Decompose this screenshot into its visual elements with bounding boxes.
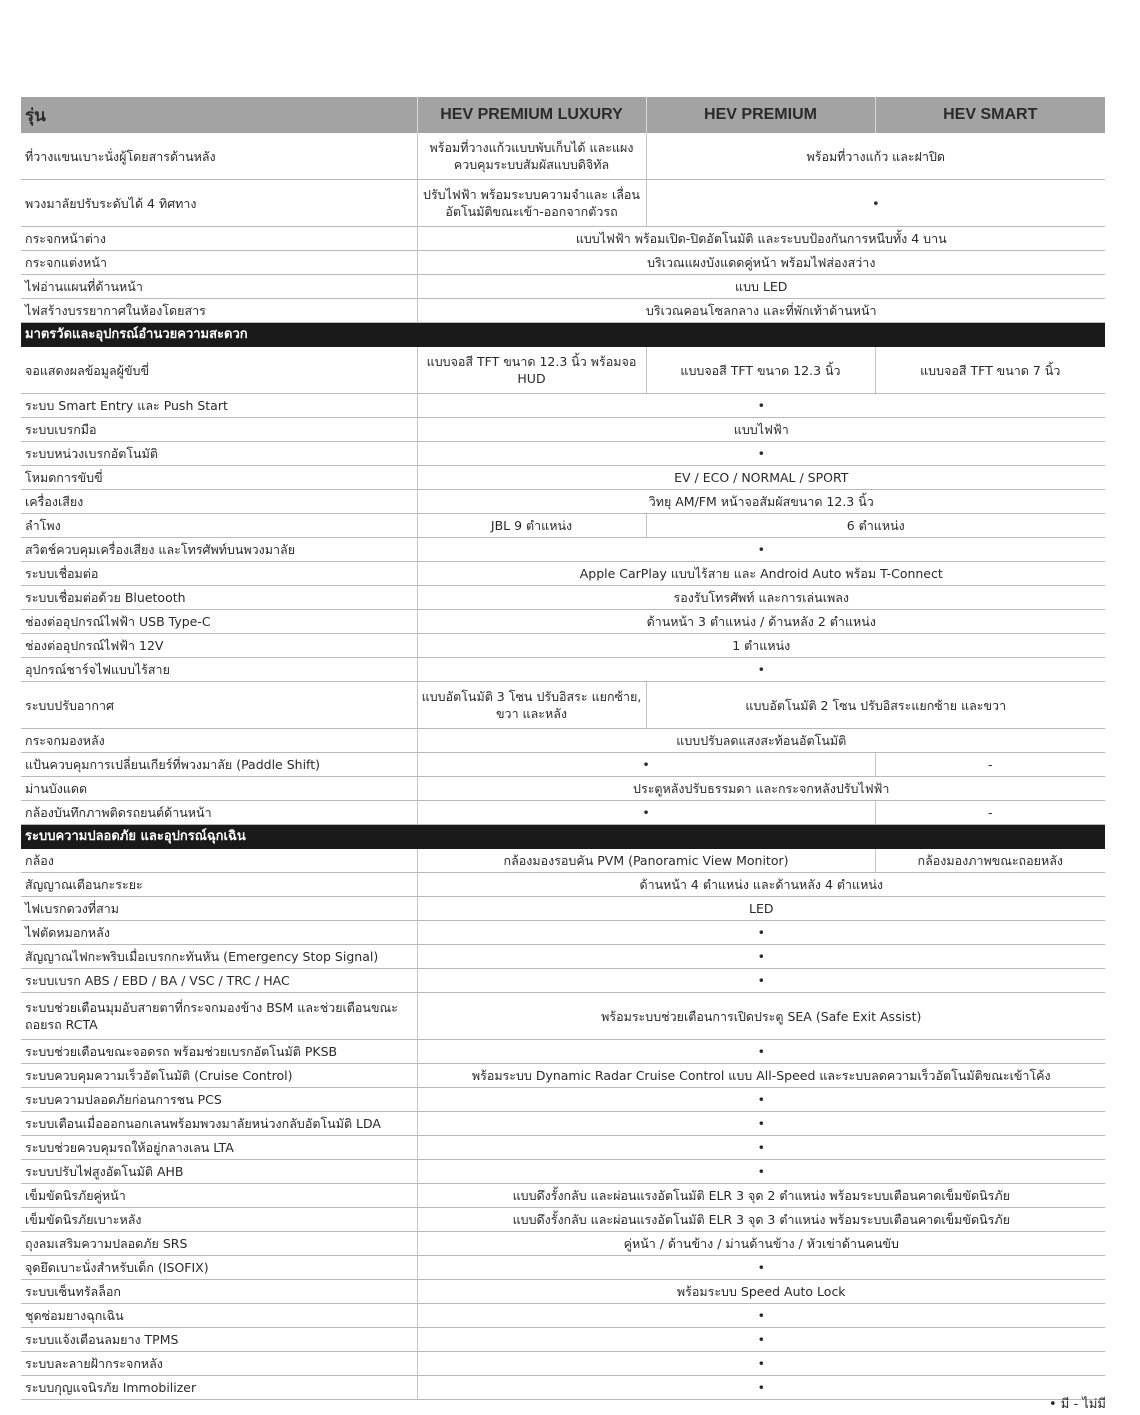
section-title: ระบบความปลอดภัย และอุปกรณ์ฉุกเฉิน <box>21 825 1105 849</box>
feature-label: ลำโพง <box>21 514 417 538</box>
table-row <box>21 897 1105 921</box>
feature-value: • <box>417 1304 1105 1328</box>
table-row <box>21 777 1105 801</box>
feature-value: พร้อมระบบช่วยเตือนการเปิดประตู SEA (Safe Exit Assist) <box>417 993 1105 1040</box>
table-row <box>21 466 1105 490</box>
feature-label: ระบบกุญแจนิรภัย Immobilizer <box>21 1376 417 1400</box>
feature-value: พร้อมที่วางแก้ว และฝาปิด <box>646 133 1105 180</box>
feature-label: เข็มขัดนิรภัยคู่หน้า <box>21 1184 417 1208</box>
feature-label: สัญญาณเตือนกะระยะ <box>21 873 417 897</box>
feature-label: ระบบเบรก ABS / EBD / BA / VSC / TRC / HAC <box>21 969 417 993</box>
feature-value: 1 ตำแหน่ง <box>417 634 1105 658</box>
section-header-row <box>21 323 1105 347</box>
feature-label: ช่องต่ออุปกรณ์ไฟฟ้า 12V <box>21 634 417 658</box>
feature-value: LED <box>417 897 1105 921</box>
table-row <box>21 921 1105 945</box>
feature-value: แบบจอสี TFT ขนาด 12.3 นิ้ว <box>646 347 875 394</box>
feature-label: ระบบความปลอดภัยก่อนการชน PCS <box>21 1088 417 1112</box>
feature-value: วิทยุ AM/FM หน้าจอสัมผัสขนาด 12.3 นิ้ว <box>417 490 1105 514</box>
feature-value: 6 ตำแหน่ง <box>646 514 1105 538</box>
feature-value: - <box>875 753 1105 777</box>
table-row <box>21 180 1105 227</box>
feature-label: ชุดซ่อมยางฉุกเฉิน <box>21 1304 417 1328</box>
feature-label: ม่านบังแดด <box>21 777 417 801</box>
feature-value: - <box>875 801 1105 825</box>
feature-value: EV / ECO / NORMAL / SPORT <box>417 466 1105 490</box>
table-row <box>21 347 1105 394</box>
feature-label: ระบบเชื่อมต่อ <box>21 562 417 586</box>
feature-label: ระบบหน่วงเบรกอัตโนมัติ <box>21 442 417 466</box>
feature-label: ที่วางแขนเบาะนั่งผู้โดยสารด้านหลัง <box>21 133 417 180</box>
table-row <box>21 275 1105 299</box>
table-row <box>21 1376 1105 1400</box>
table-row <box>21 1304 1105 1328</box>
table-row <box>21 227 1105 251</box>
feature-value: แบบอัตโนมัติ 2 โซน ปรับอิสระแยกซ้าย และขวา <box>646 682 1105 729</box>
feature-label: ระบบแจ้งเตือนลมยาง TPMS <box>21 1328 417 1352</box>
feature-value: รองรับโทรศัพท์ และการเล่นเพลง <box>417 586 1105 610</box>
section-header-row <box>21 825 1105 849</box>
spec-body <box>21 133 1105 1400</box>
feature-value: • <box>417 1376 1105 1400</box>
table-row <box>21 442 1105 466</box>
table-row <box>21 1280 1105 1304</box>
feature-value: • <box>417 658 1105 682</box>
table-row <box>21 586 1105 610</box>
feature-value: • <box>417 1088 1105 1112</box>
table-row <box>21 1088 1105 1112</box>
feature-value: • <box>417 801 875 825</box>
feature-label: กล้องบันทึกภาพติดรถยนต์ด้านหน้า <box>21 801 417 825</box>
table-row <box>21 1184 1105 1208</box>
feature-label: เข็มขัดนิรภัยเบาะหลัง <box>21 1208 417 1232</box>
table-row <box>21 849 1105 873</box>
feature-label: ไฟเบรกดวงที่สาม <box>21 897 417 921</box>
feature-label: กระจกหน้าต่าง <box>21 227 417 251</box>
feature-value: • <box>417 538 1105 562</box>
feature-value: • <box>417 921 1105 945</box>
feature-value: • <box>417 442 1105 466</box>
table-row <box>21 251 1105 275</box>
table-row <box>21 729 1105 753</box>
table-row <box>21 634 1105 658</box>
section-title: มาตรวัดและอุปกรณ์อำนวยความสะดวก <box>21 323 1105 347</box>
feature-value: แบบอัตโนมัติ 3 โซน ปรับอิสระ แยกซ้าย, ขวา และหลัง <box>417 682 646 729</box>
feature-value: แบบจอสี TFT ขนาด 12.3 นิ้ว พร้อมจอ HUD <box>417 347 646 394</box>
table-row <box>21 1112 1105 1136</box>
feature-label: ระบบ Smart Entry และ Push Start <box>21 394 417 418</box>
header-model-premium: HEV PREMIUM <box>646 97 875 133</box>
feature-label: แป้นควบคุมการเปลี่ยนเกียร์ที่พวงมาลัย (Paddle Shift) <box>21 753 417 777</box>
feature-value: แบบจอสี TFT ขนาด 7 นิ้ว <box>875 347 1105 394</box>
feature-label: กล้อง <box>21 849 417 873</box>
feature-label: สัญญาณไฟกะพริบเมื่อเบรกกะทันหัน (Emergency Stop Signal) <box>21 945 417 969</box>
feature-value: พร้อมระบบ Dynamic Radar Cruise Control แบบ All-Speed และระบบลดความเร็วอัตโนมัติขณะเข้าโค้ง <box>417 1064 1105 1088</box>
table-row <box>21 490 1105 514</box>
spec-table <box>21 97 1105 1400</box>
feature-label: อุปกรณ์ชาร์จไฟแบบไร้สาย <box>21 658 417 682</box>
feature-value: ด้านหน้า 4 ตำแหน่ง และด้านหลัง 4 ตำแหน่ง <box>417 873 1105 897</box>
feature-label: กระจกแต่งหน้า <box>21 251 417 275</box>
feature-label: สวิตช์ควบคุมเครื่องเสียง และโทรศัพท์บนพวงมาลัย <box>21 538 417 562</box>
feature-value: คู่หน้า / ด้านข้าง / ม่านด้านข้าง / หัวเข่าด้านคนขับ <box>417 1232 1105 1256</box>
feature-label: ช่องต่ออุปกรณ์ไฟฟ้า USB Type-C <box>21 610 417 634</box>
feature-label: เครื่องเสียง <box>21 490 417 514</box>
feature-value: ปรับไฟฟ้า พร้อมระบบความจำและ เลื่อนอัตโนมัติขณะเข้า-ออกจากตัวรถ <box>417 180 646 227</box>
feature-value: • <box>417 394 1105 418</box>
feature-value: • <box>417 1328 1105 1352</box>
table-row <box>21 801 1105 825</box>
table-row <box>21 1232 1105 1256</box>
spec-sheet <box>21 97 1105 1400</box>
feature-value: • <box>417 945 1105 969</box>
feature-label: ระบบเซ็นทรัลล็อก <box>21 1280 417 1304</box>
table-row <box>21 753 1105 777</box>
table-row <box>21 1328 1105 1352</box>
table-row <box>21 1160 1105 1184</box>
feature-value: • <box>417 1256 1105 1280</box>
table-row <box>21 299 1105 323</box>
feature-value: Apple CarPlay แบบไร้สาย และ Android Auto พร้อม T-Connect <box>417 562 1105 586</box>
feature-value: • <box>646 180 1105 227</box>
table-row <box>21 969 1105 993</box>
table-row <box>21 1208 1105 1232</box>
feature-value: แบบไฟฟ้า <box>417 418 1105 442</box>
header-row <box>21 97 1105 133</box>
table-row <box>21 682 1105 729</box>
header-label: รุ่น <box>21 97 417 133</box>
table-row <box>21 610 1105 634</box>
table-row <box>21 1040 1105 1064</box>
feature-value: แบบดึงรั้งกลับ และผ่อนแรงอัตโนมัติ ELR 3 จุด 2 ตำแหน่ง พร้อมระบบเตือนคาดเข็มขัดนิรภัย <box>417 1184 1105 1208</box>
feature-value: แบบ LED <box>417 275 1105 299</box>
feature-label: กระจกมองหลัง <box>21 729 417 753</box>
table-row <box>21 538 1105 562</box>
header-model-smart: HEV SMART <box>875 97 1105 133</box>
feature-label: จอแสดงผลข้อมูลผู้ขับขี่ <box>21 347 417 394</box>
feature-label: ถุงลมเสริมความปลอดภัย SRS <box>21 1232 417 1256</box>
feature-value: ประตูหลังปรับธรรมดา และกระจกหลังปรับไฟฟ้า <box>417 777 1105 801</box>
feature-label: ระบบเชื่อมต่อด้วย Bluetooth <box>21 586 417 610</box>
feature-value: แบบดึงรั้งกลับ และผ่อนแรงอัตโนมัติ ELR 3 จุด 3 ตำแหน่ง พร้อมระบบเตือนคาดเข็มขัดนิรภัย <box>417 1208 1105 1232</box>
feature-value: บริเวณคอนโซลกลาง และที่พักเท้าด้านหน้า <box>417 299 1105 323</box>
feature-value: • <box>417 1136 1105 1160</box>
table-row <box>21 418 1105 442</box>
table-row <box>21 562 1105 586</box>
table-row <box>21 1064 1105 1088</box>
table-row <box>21 1352 1105 1376</box>
feature-value: • <box>417 1352 1105 1376</box>
feature-label: ระบบช่วยควบคุมรถให้อยู่กลางเลน LTA <box>21 1136 417 1160</box>
feature-label: ไฟตัดหมอกหลัง <box>21 921 417 945</box>
feature-value: พร้อมระบบ Speed Auto Lock <box>417 1280 1105 1304</box>
feature-label: ระบบควบคุมความเร็วอัตโนมัติ (Cruise Control) <box>21 1064 417 1088</box>
feature-label: ระบบเตือนเมื่อออกนอกเลนพร้อมพวงมาลัยหน่วงกลับอัตโนมัติ LDA <box>21 1112 417 1136</box>
feature-label: พวงมาลัยปรับระดับได้ 4 ทิศทาง <box>21 180 417 227</box>
feature-label: ไฟอ่านแผนที่ด้านหน้า <box>21 275 417 299</box>
feature-value: • <box>417 1160 1105 1184</box>
feature-label: ระบบปรับอากาศ <box>21 682 417 729</box>
table-row <box>21 133 1105 180</box>
feature-value: บริเวณแผงบังแดดคู่หน้า พร้อมไฟส่องสว่าง <box>417 251 1105 275</box>
legend: • มี - ไม่มี <box>1048 1397 1106 1412</box>
table-row <box>21 993 1105 1040</box>
feature-value: แบบไฟฟ้า พร้อมเปิด-ปิดอัตโนมัติ และระบบป้องกันการหนีบทั้ง 4 บาน <box>417 227 1105 251</box>
feature-value: กล้องมองรอบคัน PVM (Panoramic View Monitor) <box>417 849 875 873</box>
feature-value: • <box>417 969 1105 993</box>
table-row <box>21 394 1105 418</box>
feature-value: กล้องมองภาพขณะถอยหลัง <box>875 849 1105 873</box>
table-row <box>21 658 1105 682</box>
table-row <box>21 1256 1105 1280</box>
feature-label: โหมดการขับขี่ <box>21 466 417 490</box>
feature-value: • <box>417 1040 1105 1064</box>
header-model-premium-luxury: HEV PREMIUM LUXURY <box>417 97 646 133</box>
table-row <box>21 514 1105 538</box>
feature-label: ระบบช่วยเตือนขณะจอดรถ พร้อมช่วยเบรกอัตโนมัติ PKSB <box>21 1040 417 1064</box>
feature-label: จุดยึดเบาะนั่งสำหรับเด็ก (ISOFIX) <box>21 1256 417 1280</box>
feature-value: JBL 9 ตำแหน่ง <box>417 514 646 538</box>
feature-value: แบบปรับลดแสงสะท้อนอัตโนมัติ <box>417 729 1105 753</box>
feature-label: ระบบเบรกมือ <box>21 418 417 442</box>
feature-label: ระบบละลายฝ้ากระจกหลัง <box>21 1352 417 1376</box>
feature-value: • <box>417 1112 1105 1136</box>
feature-label: ไฟสร้างบรรยากาศในห้องโดยสาร <box>21 299 417 323</box>
table-row <box>21 945 1105 969</box>
feature-label: ระบบปรับไฟสูงอัตโนมัติ AHB <box>21 1160 417 1184</box>
feature-value: พร้อมที่วางแก้วแบบพับเก็บได้ และแผงควบคุมระบบสัมผัสแบบดิจิทัล <box>417 133 646 180</box>
table-row <box>21 873 1105 897</box>
feature-label: ระบบช่วยเตือนมุมอับสายตาที่กระจกมองข้าง BSM และช่วยเตือนขณะถอยรถ RCTA <box>21 993 417 1040</box>
feature-value: ด้านหน้า 3 ตำแหน่ง / ด้านหลัง 2 ตำแหน่ง <box>417 610 1105 634</box>
feature-value: • <box>417 753 875 777</box>
table-row <box>21 1136 1105 1160</box>
